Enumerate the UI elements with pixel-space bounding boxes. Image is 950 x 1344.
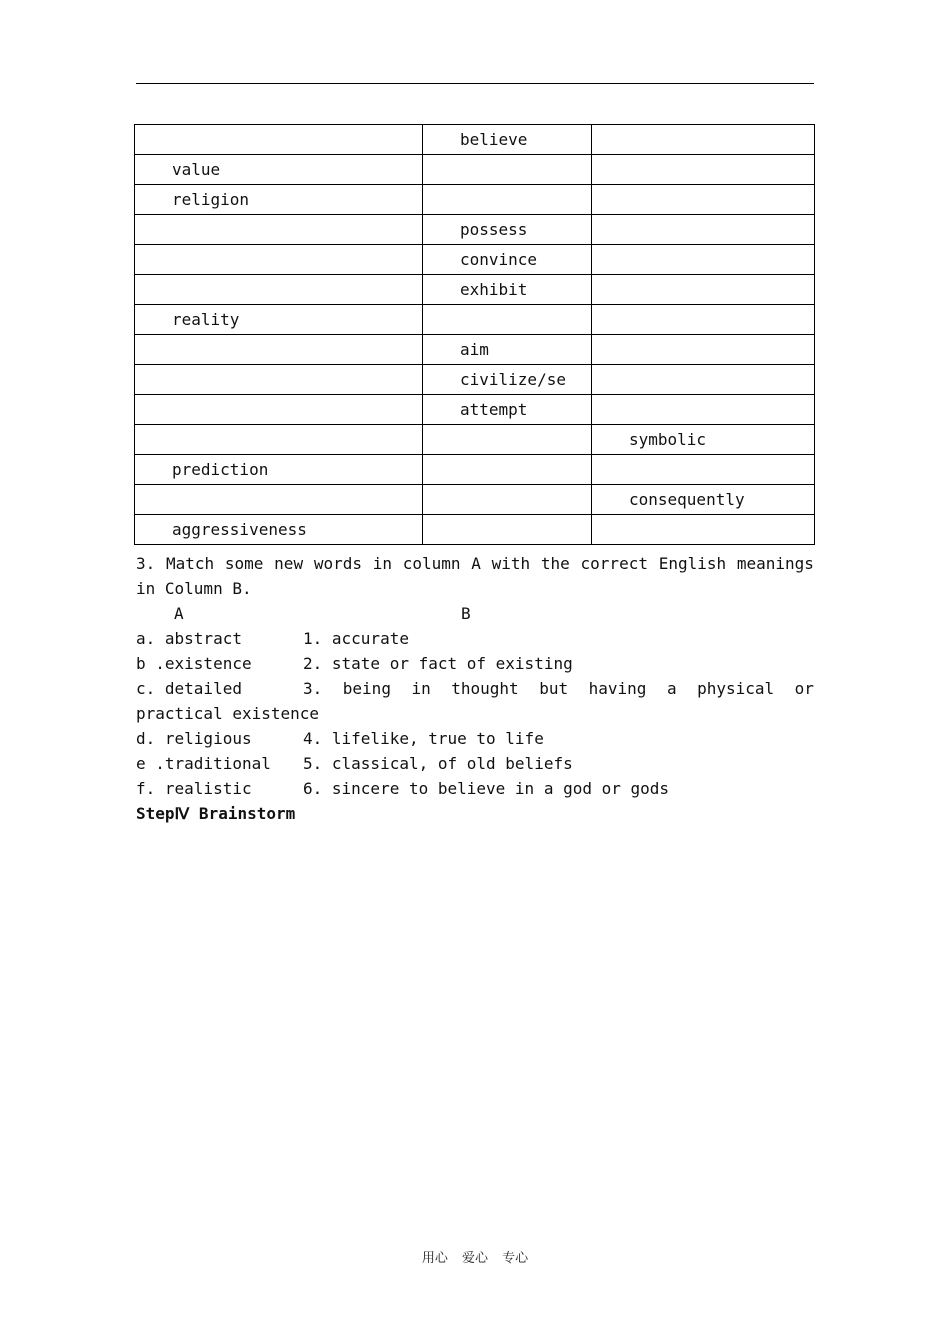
- table-row: [135, 395, 815, 425]
- table-cell[interactable]: convince: [423, 245, 592, 275]
- table-cell[interactable]: [423, 455, 592, 485]
- page-footer: 用心 爱心 专心: [421, 1251, 529, 1266]
- table-cell[interactable]: believe: [423, 125, 592, 155]
- table-row: [135, 245, 815, 275]
- table-cell[interactable]: consequently: [592, 485, 815, 515]
- table-cell[interactable]: [592, 335, 815, 365]
- table-cell[interactable]: [592, 215, 815, 245]
- table-row: [135, 485, 815, 515]
- match-row: [136, 651, 814, 676]
- table-cell[interactable]: [592, 275, 815, 305]
- meaning-word: thought: [451, 679, 519, 698]
- instruction-word: correct: [580, 554, 648, 573]
- instruction-word: new: [274, 554, 304, 573]
- instruction-word: column: [402, 554, 461, 573]
- instruction-word: some: [224, 554, 264, 573]
- column-a-word: e .traditional: [136, 754, 271, 773]
- table-cell[interactable]: [423, 155, 592, 185]
- column-b-meaning: 5. classical, of old beliefs: [303, 754, 573, 773]
- table-cell[interactable]: [135, 125, 423, 155]
- column-headings: [136, 601, 814, 626]
- meaning-word: having: [588, 679, 647, 698]
- exercise-instruction-line-1: [136, 551, 814, 576]
- exercise-instruction-line-2: in Column B.: [136, 579, 252, 598]
- column-a-word: f. realistic: [136, 779, 252, 798]
- table-cell[interactable]: exhibit: [423, 275, 592, 305]
- table-cell[interactable]: value: [135, 155, 423, 185]
- table-row: [135, 155, 815, 185]
- column-b-heading: B: [461, 604, 471, 623]
- table-cell[interactable]: [135, 215, 423, 245]
- table-cell[interactable]: [592, 305, 815, 335]
- table-cell[interactable]: religion: [135, 185, 423, 215]
- table-cell[interactable]: [135, 395, 423, 425]
- table-cell[interactable]: [592, 245, 815, 275]
- instruction-word: English: [658, 554, 727, 573]
- table-cell[interactable]: symbolic: [592, 425, 815, 455]
- step-heading: StepⅣ Brainstorm: [136, 804, 296, 823]
- match-row-continuation: [136, 701, 814, 726]
- table-cell[interactable]: reality: [135, 305, 423, 335]
- meaning-word: or: [794, 679, 814, 698]
- table-cell[interactable]: [592, 185, 815, 215]
- column-b-meaning: 2. state or fact of existing: [303, 654, 573, 673]
- table-row: [135, 275, 815, 305]
- table-cell[interactable]: [592, 395, 815, 425]
- table-cell[interactable]: prediction: [135, 455, 423, 485]
- column-b-meaning: 1. accurate: [303, 629, 409, 648]
- instruction-word: in: [372, 554, 392, 573]
- table-row: [135, 215, 815, 245]
- table-cell[interactable]: [592, 515, 815, 545]
- table-cell[interactable]: civilize/se: [423, 365, 592, 395]
- word-forms-table-body: [135, 125, 815, 545]
- meaning-word: physical: [697, 679, 775, 698]
- instruction-word: the: [540, 554, 570, 573]
- match-row: [136, 626, 814, 651]
- table-cell[interactable]: [135, 365, 423, 395]
- table-row: [135, 125, 815, 155]
- column-a-heading: A: [174, 604, 184, 623]
- column-a-word: a. abstract: [136, 629, 242, 648]
- word-forms-table: [134, 124, 815, 545]
- table-cell[interactable]: [135, 425, 423, 455]
- meaning-word: but: [539, 679, 569, 698]
- instruction-word: Match: [166, 554, 215, 573]
- meaning-word: a: [666, 679, 677, 698]
- table-row: [135, 335, 815, 365]
- table-row: [135, 185, 815, 215]
- table-cell[interactable]: aggressiveness: [135, 515, 423, 545]
- instruction-word: meanings: [736, 554, 814, 573]
- table-cell[interactable]: possess: [423, 215, 592, 245]
- table-cell[interactable]: [423, 425, 592, 455]
- column-b-meaning: 6. sincere to believe in a god or gods: [303, 779, 670, 798]
- table-cell[interactable]: [135, 335, 423, 365]
- instruction-word: with: [491, 554, 531, 573]
- column-a-word: b .existence: [136, 654, 252, 673]
- meaning-word: 3.: [303, 679, 323, 698]
- table-cell[interactable]: [135, 245, 423, 275]
- column-a-word: c. detailed: [136, 679, 242, 698]
- meaning-word: in: [411, 679, 431, 698]
- table-row: [135, 455, 815, 485]
- column-b-meaning-continuation: practical existence: [136, 704, 320, 723]
- matching-exercise: [136, 551, 814, 826]
- table-cell[interactable]: [592, 455, 815, 485]
- table-cell[interactable]: [592, 155, 815, 185]
- column-a-word: d. religious: [136, 729, 252, 748]
- table-cell[interactable]: aim: [423, 335, 592, 365]
- table-cell[interactable]: [423, 485, 592, 515]
- table-cell[interactable]: attempt: [423, 395, 592, 425]
- instruction-word: A: [471, 554, 481, 573]
- instruction-word: words: [313, 554, 362, 573]
- column-b-meaning: [303, 676, 814, 701]
- header-rule: [136, 83, 814, 84]
- column-b-meaning: 4. lifelike, true to life: [303, 729, 544, 748]
- table-cell[interactable]: [423, 515, 592, 545]
- instruction-word: 3.: [136, 554, 156, 573]
- match-row: [136, 776, 814, 801]
- table-cell[interactable]: [592, 125, 815, 155]
- table-cell[interactable]: [423, 185, 592, 215]
- match-row: [136, 726, 814, 751]
- table-cell[interactable]: [592, 365, 815, 395]
- match-row: [136, 676, 814, 701]
- table-cell[interactable]: [135, 485, 423, 515]
- table-cell[interactable]: [423, 305, 592, 335]
- table-row: [135, 425, 815, 455]
- table-row: [135, 365, 815, 395]
- meaning-word: being: [342, 679, 391, 698]
- table-row: [135, 515, 815, 545]
- table-row: [135, 305, 815, 335]
- table-cell[interactable]: [135, 275, 423, 305]
- match-row: [136, 751, 814, 776]
